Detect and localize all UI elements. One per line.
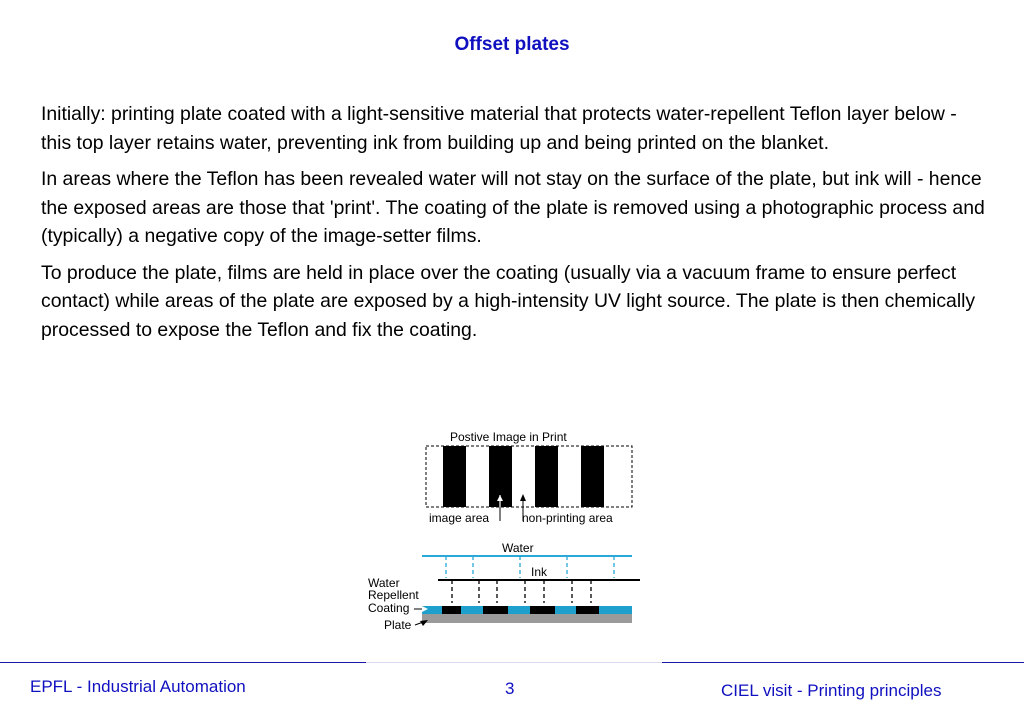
- paragraph-initial-coating: Initially: printing plate coated with a light-sensitive material that protects water-repellent Teflon layer below - this top layer retains water, preventing ink from building up and being printed on the blanket.: [41, 103, 957, 154]
- image-bar-1: [443, 446, 466, 507]
- image-area-label: image area: [429, 511, 490, 525]
- paragraph-teflon-revealed: In areas where the Teflon has been revealed water will not stay on the surface of the plate, but ink will - hence the exposed areas are those that 'print'. The coating of the plate is removed using a photographic process and (typically) a negative copy of the image-setter films.: [41, 168, 985, 247]
- water-repellent-label-line2: Repellent: [368, 588, 419, 602]
- non-printing-area-label: non-printing area: [522, 511, 613, 525]
- image-bar-4: [581, 446, 604, 507]
- footer-rule-middle: [366, 662, 662, 663]
- footer-rule-right: [662, 662, 1024, 663]
- positive-image-title: Postive Image in Print: [450, 430, 567, 444]
- coating-black-2: [483, 606, 508, 614]
- coating-label: Coating: [368, 601, 410, 615]
- footer-rule-left: [0, 662, 366, 663]
- coating-black-3: [530, 606, 555, 614]
- plate-layer: [422, 614, 632, 623]
- non-printing-arrowhead: [520, 494, 526, 501]
- ink-dashes: [452, 580, 591, 603]
- page-number: 3: [505, 679, 515, 698]
- water-dashes: [446, 556, 614, 578]
- offset-plate-diagram: [362, 425, 642, 635]
- body-text: [41, 100, 991, 352]
- coating-black-1: [442, 606, 461, 614]
- ink-label: Ink: [531, 565, 548, 579]
- footer-left-text: EPFL - Industrial Automation: [30, 677, 246, 696]
- plate-label: Plate: [384, 618, 412, 632]
- footer-right-text: CIEL visit - Printing principles: [721, 681, 942, 700]
- paragraph-plate-production: To produce the plate, films are held in place over the coating (usually via a vacuum frame to ensure perfect contact) while areas of the plate are exposed by a high-intensity UV light source. The plate is then chemically processed to expose the Teflon and fix the coating.: [41, 261, 976, 341]
- slide-title: Offset plates: [454, 34, 570, 55]
- water-label: Water: [502, 541, 534, 555]
- coating-black-4: [576, 606, 599, 614]
- image-bar-3: [535, 446, 558, 507]
- water-repellent-label-line1: Water: [368, 576, 400, 590]
